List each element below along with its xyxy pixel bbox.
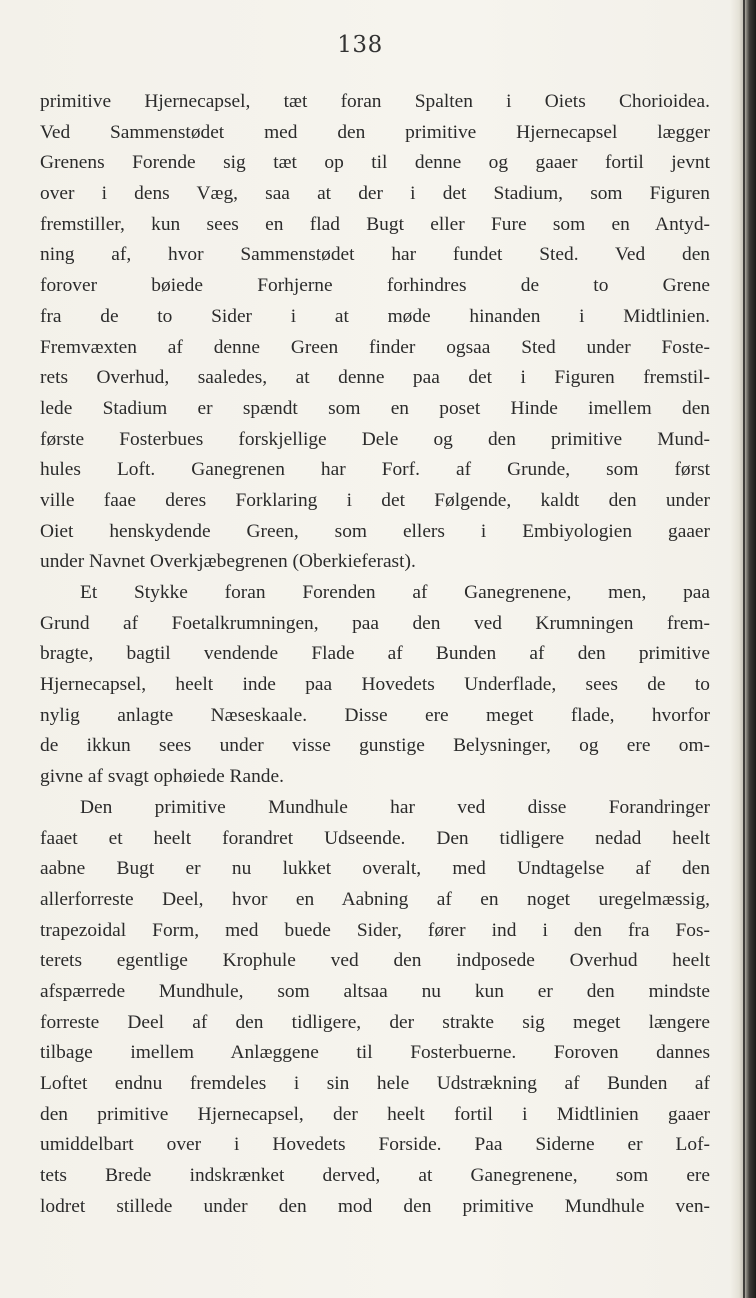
text-line: lede Stadium er spændt som en poset Hinde imellem den <box>40 397 710 419</box>
text-line: rets Overhud, saaledes, at denne paa det i Figuren fremstil- <box>40 367 710 389</box>
text-line: ville faae deres Forklaring i det Følgende, kaldt den under <box>40 489 710 511</box>
body-text <box>40 87 710 1222</box>
text-line: terets egentlige Krophule ved den indposede Overhud heelt <box>40 950 710 972</box>
text-line: umiddelbart over i Hovedets Forside. Paa Siderne er Lof- <box>40 1134 710 1156</box>
text-line: Grenens Forende sig tæt op til denne og gaaer fortil jevnt <box>40 152 710 174</box>
text-line: første Fosterbues forskjellige Dele og den primitive Mund- <box>40 428 710 450</box>
text-line: Loftet endnu fremdeles i sin hele Udstrækning af Bunden af <box>40 1073 710 1094</box>
text-line: givne af svagt ophøiede Rande. <box>40 766 284 788</box>
text-line: allerforreste Deel, hvor en Aabning af en noget uregelmæssig, <box>40 888 710 910</box>
text-line: Hjernecapsel, heelt inde paa Hovedets Underflade, sees de to <box>40 674 710 696</box>
text-line: fremstiller, kun sees en flad Bugt eller Fure som en Antyd- <box>40 213 710 235</box>
text-line: Oiet henskydende Green, som ellers i Embiyologien gaaer <box>40 520 710 542</box>
text-line: over i dens Væg, saa at der i det Stadium, som Figuren <box>40 183 710 205</box>
text-line: Et Stykke foran Forenden af Ganegrenene, men, paa <box>80 582 710 603</box>
text-line: Fremvæxten af denne Green finder ogsaa Sted under Foste- <box>40 336 710 358</box>
text-line: nylig anlagte Næseskaale. Disse ere meget flade, hvorfor <box>40 704 710 726</box>
text-line: trapezoidal Form, med buede Sider, fører ind i den fra Fos- <box>40 919 710 941</box>
text-line: Den primitive Mundhule har ved disse Forandringer <box>80 796 710 818</box>
text-line: tets Brede indskrænket derved, at Ganegrenene, som ere <box>40 1165 710 1187</box>
text-line: aabne Bugt er nu lukket overalt, med Undtagelse af den <box>40 858 710 880</box>
text-line: fra de to Sider i at møde hinanden i Midtlinien. <box>40 305 710 327</box>
text-line: forover bøiede Forhjerne forhindres de to Grene <box>40 275 710 297</box>
text-line: hules Loft. Ganegrenen har Forf. af Grunde, som først <box>40 459 710 481</box>
text-line: Ved Sammenstødet med den primitive Hjernecapsel lægger <box>40 121 710 143</box>
text-line: under Navnet Overkjæbegrenen (Oberkieferast). <box>40 551 416 573</box>
text-line: primitive Hjernecapsel, tæt foran Spalten i Oiets Chorioidea. <box>40 91 710 112</box>
text-line: faaet et heelt forandret Udseende. Den tidligere nedad heelt <box>40 827 710 849</box>
text-line: Grund af Foetalkrumningen, paa den ved Krumningen frem- <box>40 612 710 634</box>
text-line: bragte, bagtil vendende Flade af Bunden af den primitive <box>40 643 710 665</box>
text-line: de ikkun sees under visse gunstige Belysninger, og ere om- <box>40 735 710 757</box>
text-line: afspærrede Mundhule, som altsaa nu kun er den mindste <box>40 980 710 1002</box>
page-edge-line <box>743 0 745 1298</box>
text-line: tilbage imellem Anlæggene til Fosterbuerne. Foroven dannes <box>40 1042 710 1064</box>
page-number: 138 <box>337 32 383 58</box>
text-line: forreste Deel af den tidligere, der strakte sig meget længere <box>40 1011 710 1033</box>
text-line: ning af, hvor Sammenstødet har fundet Sted. Ved den <box>40 244 710 266</box>
text-line: lodret stillede under den mod den primitive Mundhule ven- <box>40 1195 710 1217</box>
text-line: den primitive Hjernecapsel, der heelt fortil i Midtlinien gaaer <box>40 1103 710 1125</box>
